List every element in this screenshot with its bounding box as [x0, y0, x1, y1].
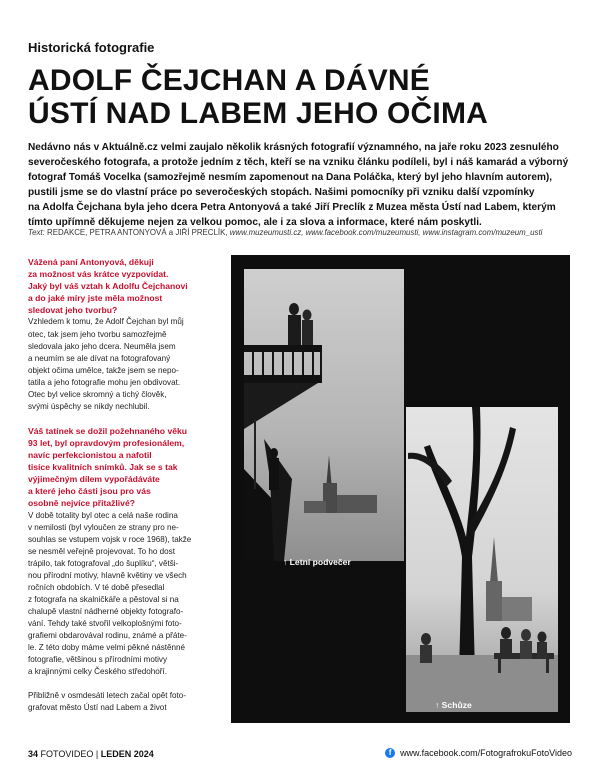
question-2 — [28, 425, 224, 510]
question-line: tisíce kvalitních snímků. Jak se s tak — [28, 462, 178, 473]
question-line: Váš tatínek se dožil požehnaného věku — [28, 425, 188, 436]
answer-line: a krajinnými celky Českého středohoří. — [28, 667, 168, 677]
lead-paragraph — [28, 140, 580, 231]
question-line: osobně nejvíce přitažlivé? — [28, 498, 135, 509]
answer-line: Vzhledem k tomu, že Adolf Čejchan byl můj — [28, 317, 184, 327]
answer-line: objekt očima umělce, takže jsem se nepo- — [28, 365, 179, 375]
answer-1 — [28, 316, 224, 412]
footer-separator: | — [95, 749, 99, 759]
answer-line: fotografie, většinou s přírodními motivy — [28, 655, 168, 665]
question-line: Vážená paní Antonyová, děkuji — [28, 257, 154, 267]
question-line: a které jeho části jsou pro vás — [28, 486, 151, 497]
answer-line: nou přírodní motivy, hlavně květiny ve všech — [28, 570, 187, 580]
question-line: a do jaké míry jste měla možnost — [28, 293, 163, 304]
question-line: 93 let, byl opravdovým profesionálem, — [28, 437, 185, 448]
question-line: Jaký byl váš vztah k Adolfu Čejchanovi — [28, 281, 188, 292]
photo-panel — [231, 255, 570, 723]
section-label: Historická fotografie — [28, 40, 155, 55]
answer-line: ročních obdobích. V té době přesedlal — [28, 582, 165, 592]
lead-line: severočeského fotografa, a protože jedním z těch, kteří se na vzniku článku podíleli, byl i náš kamarád a výborný — [28, 157, 569, 169]
answer-line: Přibližně v osmdesáti letech začal opět foto- — [28, 691, 186, 701]
answer-line: Otec byl velice skromný a tichý člověk, — [28, 389, 167, 399]
answer-line: vání. Tehdy také stvořil velkoplošnými foto- — [28, 618, 182, 628]
question-line: sledovat jeho tvorbu? — [28, 305, 118, 316]
facebook-icon: f — [385, 748, 395, 758]
caption-letni-podvecer: ↑ Letní podvečer — [283, 557, 351, 567]
facebook-url[interactable]: www.facebook.com/FotografrokuFotoVideo — [400, 748, 572, 758]
question-1 — [28, 256, 224, 316]
answer-line: se nesměl veřejně projevovat. To ho dost — [28, 546, 175, 556]
lead-line: pustili jsme se do vlastní práce po severočeských stopách. Našimi pomocníky při vzniku další vzpomínky — [28, 187, 535, 199]
page-number: 34 — [28, 749, 39, 759]
lead-line: Nedávno nás v Aktuálně.cz velmi zaujalo několik krásných fotografií významného, na jaře roku 2023 zesnulého — [28, 142, 559, 153]
caption-schuze: ↑ Schůze — [435, 700, 472, 710]
interview-column — [28, 256, 224, 714]
answer-2 — [28, 510, 224, 679]
answer-line: chalupě vlastní nádherné objekty fotografo- — [28, 606, 184, 616]
answer-line: trápilo, tak fotografoval „do šuplíku“, větši- — [28, 558, 179, 568]
question-line: výjimečným dílem vypořádáváte — [28, 474, 160, 485]
answer-line: grafiemi obdarovával rodinu, známé a přáte- — [28, 630, 187, 640]
question-line: navíc perfekcionistou a nafotil — [28, 450, 152, 461]
footer-folio — [28, 749, 154, 759]
photo-schuze — [406, 407, 558, 712]
headline-line-2: ÚSTÍ NAD LABEM JEHO OČIMA — [28, 97, 489, 130]
answer-line: le. Z této doby máme velmi pěkné nástěnné — [28, 643, 186, 653]
magazine-name: FOTOVIDEO — [40, 749, 94, 759]
answer-line: a neumím se ale dívat na fotografovaný — [28, 353, 171, 363]
issue-label: LEDEN 2024 — [100, 749, 154, 759]
answer-line: grafovat město Ústí nad Labem a život — [28, 703, 167, 713]
lead-line: fotograf Tomáš Vocelka (samozřejmě nesmím zapomenout na Dana Poláčka, který byl jeho hlavním autorem), — [28, 172, 553, 184]
answer-line: souhlas se vstupem vojsk v roce 1968), takže — [28, 534, 192, 544]
headline — [28, 64, 588, 130]
lead-line: tímto upřímně děkujeme nejen za velkou pomoc, ale i za slova a informace, které nám poskytli. — [28, 217, 482, 229]
credits-names: REDAKCE, PETRA ANTONYOVÁ a JIŘÍ PRECLÍK, — [44, 228, 230, 237]
answer-line: tatila a jeho fotografie mohu jen obdivovat. — [28, 377, 181, 387]
answer-line: v nemilosti (byl vyloučen ze strany pro ne- — [28, 522, 179, 532]
lead-line: na Adolfa Čejchana byla jeho dcera Petra Antonyová a také Jiří Preclík z Muzea města Ústí nad Labem, kterým — [28, 202, 556, 214]
answer-line: svými úspěchy se nikdy nechlubil. — [28, 401, 150, 411]
credits-label: Text: — [28, 228, 45, 237]
photo-letni-podvecer — [244, 269, 404, 561]
footer-facebook — [385, 748, 572, 758]
answer-line: otec, tak jsem jeho tvorbu samozřejmě — [28, 329, 167, 339]
headline-line-1: ADOLF ČEJCHAN A DÁVNÉ — [28, 64, 430, 97]
answer-3 — [28, 690, 224, 714]
credits-line — [28, 228, 588, 237]
credits-links[interactable]: www.muzeumusti.cz, www.facebook.com/muzeumusti, www.instagram.com/muzeum_usti — [229, 228, 543, 237]
answer-line: sledovala jako jeho dcera. Neuměla jsem — [28, 341, 176, 351]
answer-line: V době totality byl otec a celá naše rodina — [28, 510, 178, 520]
answer-line: z fotografa na skalničkáře a pěstoval si na — [28, 594, 179, 604]
question-line: za možnost vás krátce vyzpovídat. — [28, 269, 169, 280]
